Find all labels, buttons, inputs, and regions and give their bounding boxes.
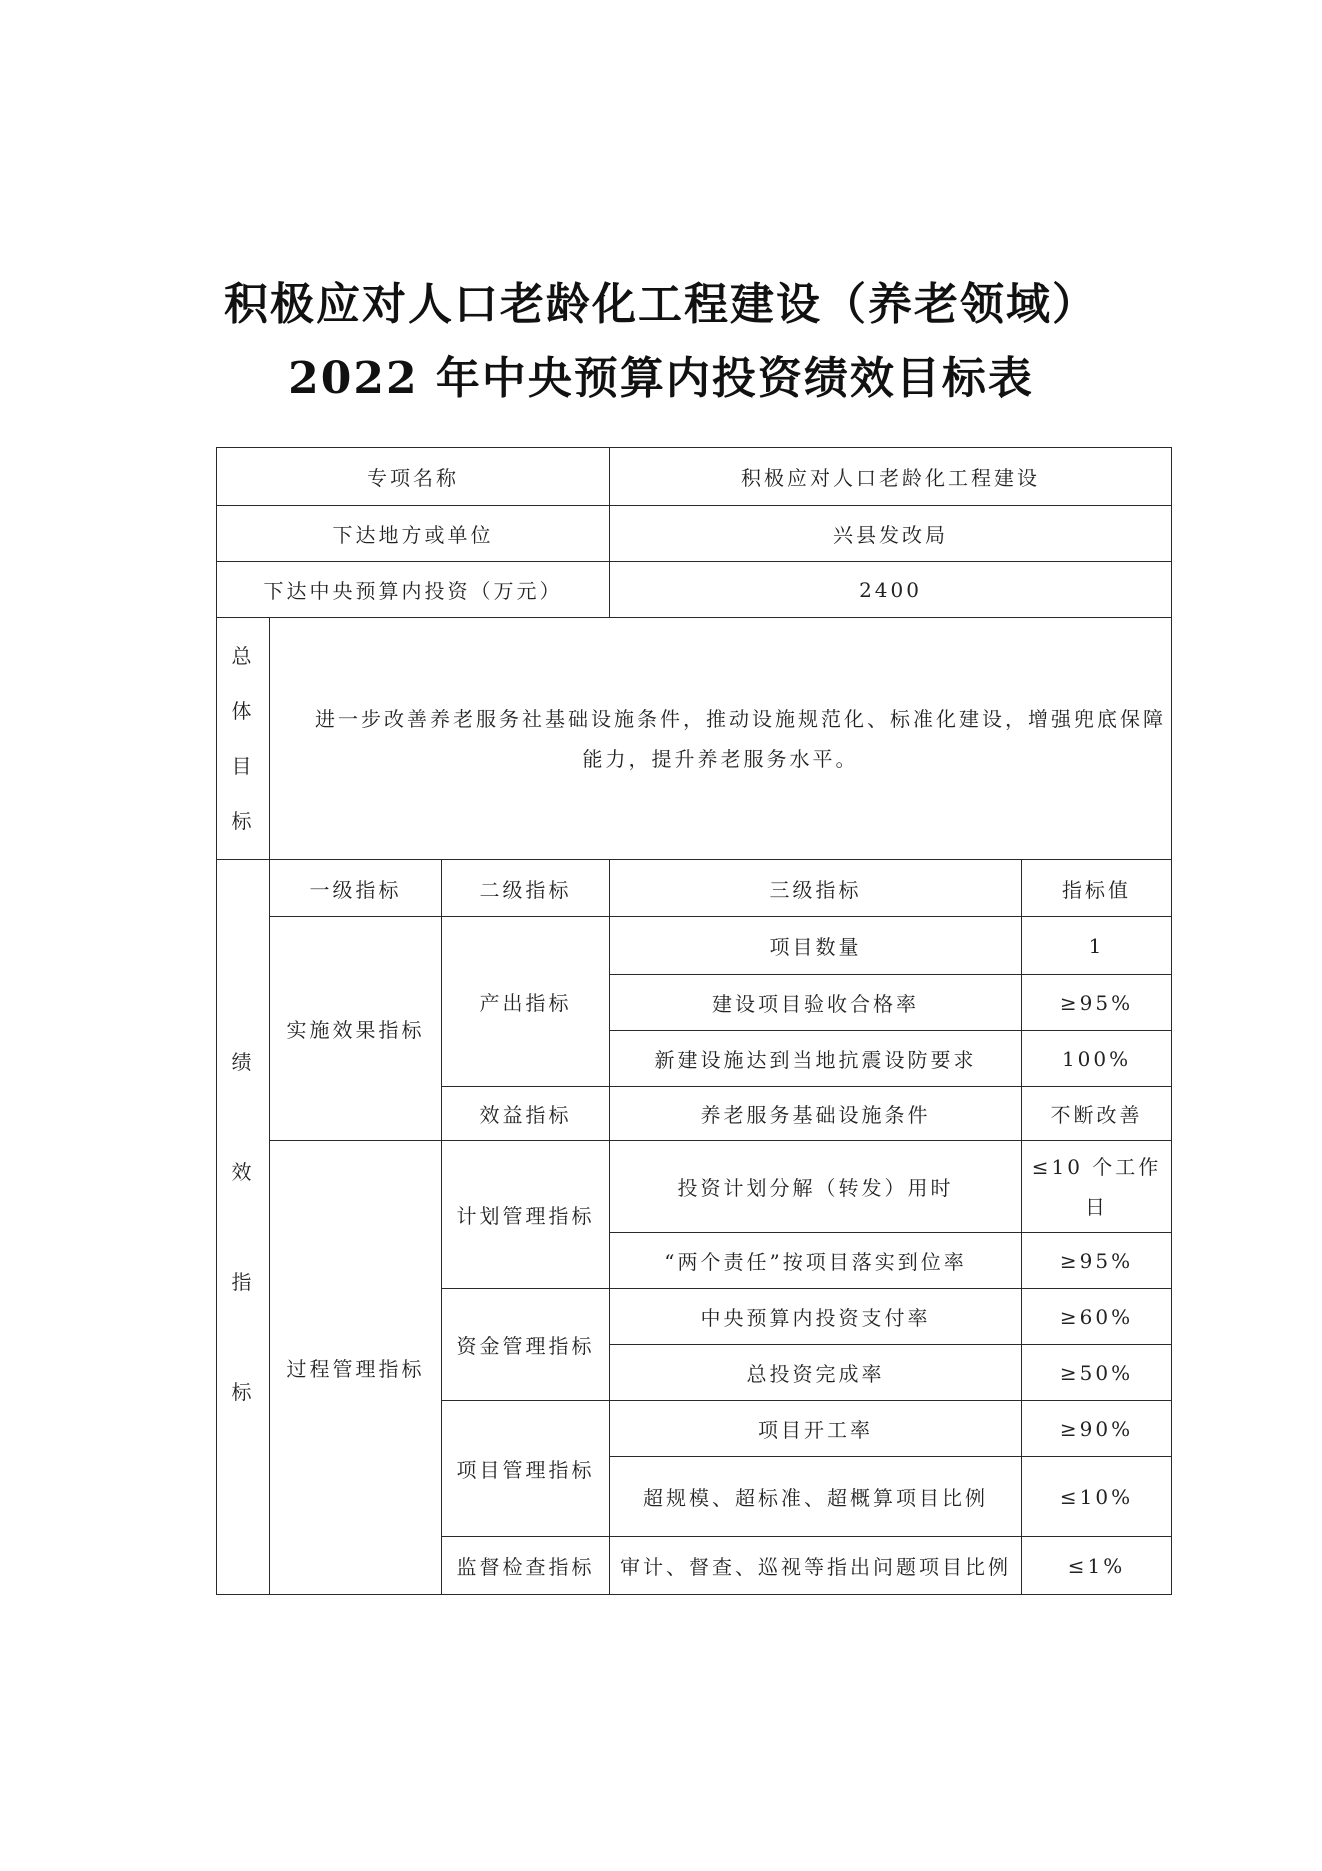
level2-cell: 效益指标 [442, 1087, 610, 1141]
info-row [217, 506, 1172, 562]
indicator-value: ≥60% [1022, 1289, 1172, 1345]
level3-cell: 项目开工率 [610, 1401, 1022, 1457]
performance-indicators-label [217, 860, 270, 1595]
level3-cell: 中央预算内投资支付率 [610, 1289, 1022, 1345]
indicator-value: 1 [1022, 917, 1172, 975]
document-title-line1: 积极应对人口老龄化工程建设（养老领域） [224, 279, 1098, 330]
level3-cell: 投资计划分解（转发）用时 [610, 1141, 1022, 1233]
level2-cell: 计划管理指标 [442, 1141, 610, 1289]
label-char: 绩 [231, 1049, 255, 1074]
level2-cell: 监督检查指标 [442, 1537, 610, 1595]
overall-goal-row [217, 618, 1172, 860]
indicator-value: ≥90% [1022, 1401, 1172, 1457]
column-header: 二级指标 [442, 860, 610, 917]
label-char: 标 [231, 1379, 255, 1404]
indicator-value: ≤10% [1022, 1457, 1172, 1537]
indicator-value: ≤1% [1022, 1537, 1172, 1595]
level1-cell: 实施效果指标 [270, 917, 442, 1141]
column-header: 一级指标 [270, 860, 442, 917]
info-label: 下达地方或单位 [217, 506, 610, 562]
label-char: 标 [231, 808, 255, 833]
indicator-header-row [217, 860, 1172, 917]
level3-cell: 总投资完成率 [610, 1345, 1022, 1401]
info-value: 积极应对人口老龄化工程建设 [610, 448, 1172, 506]
label-char: 目 [231, 753, 255, 778]
label-char: 总 [231, 643, 255, 668]
level2-cell: 产出指标 [442, 917, 610, 1087]
info-label: 下达中央预算内投资（万元） [217, 562, 610, 618]
indicator-value: ≤10 个工作日 [1022, 1141, 1172, 1233]
label-char: 效 [231, 1159, 255, 1184]
column-header: 指标值 [1022, 860, 1172, 917]
indicator-value: ≥95% [1022, 975, 1172, 1031]
overall-goal-label [217, 618, 270, 860]
overall-goal-text: 进一步改善养老服务社基础设施条件，推动设施规范化、标准化建设，增强兜底保障能力，提升养老服务水平。 [270, 618, 1172, 860]
level3-cell: 审计、督查、巡视等指出问题项目比例 [610, 1537, 1022, 1595]
performance-target-table [216, 447, 1172, 1595]
table-row [217, 1141, 1172, 1233]
level3-cell: 建设项目验收合格率 [610, 975, 1022, 1031]
indicator-value: ≥95% [1022, 1233, 1172, 1289]
level3-cell: “两个责任”按项目落实到位率 [610, 1233, 1022, 1289]
level2-cell: 资金管理指标 [442, 1289, 610, 1401]
level3-cell: 新建设施达到当地抗震设防要求 [610, 1031, 1022, 1087]
info-value: 2400 [610, 562, 1172, 618]
column-header: 三级指标 [610, 860, 1022, 917]
document-title-line2: 2022 年中央预算内投资绩效目标表 [288, 353, 1034, 404]
level3-cell: 超规模、超标准、超概算项目比例 [610, 1457, 1022, 1537]
indicator-value: ≥50% [1022, 1345, 1172, 1401]
label-char: 指 [231, 1269, 255, 1294]
level1-cell: 过程管理指标 [270, 1141, 442, 1595]
info-row [217, 448, 1172, 506]
info-label: 专项名称 [217, 448, 610, 506]
table-row [217, 917, 1172, 975]
indicator-value: 不断改善 [1022, 1087, 1172, 1141]
indicator-value: 100% [1022, 1031, 1172, 1087]
label-char: 体 [231, 698, 255, 723]
info-row [217, 562, 1172, 618]
level3-cell: 养老服务基础设施条件 [610, 1087, 1022, 1141]
level2-cell: 项目管理指标 [442, 1401, 610, 1537]
level3-cell: 项目数量 [610, 917, 1022, 975]
info-value: 兴县发改局 [610, 506, 1172, 562]
